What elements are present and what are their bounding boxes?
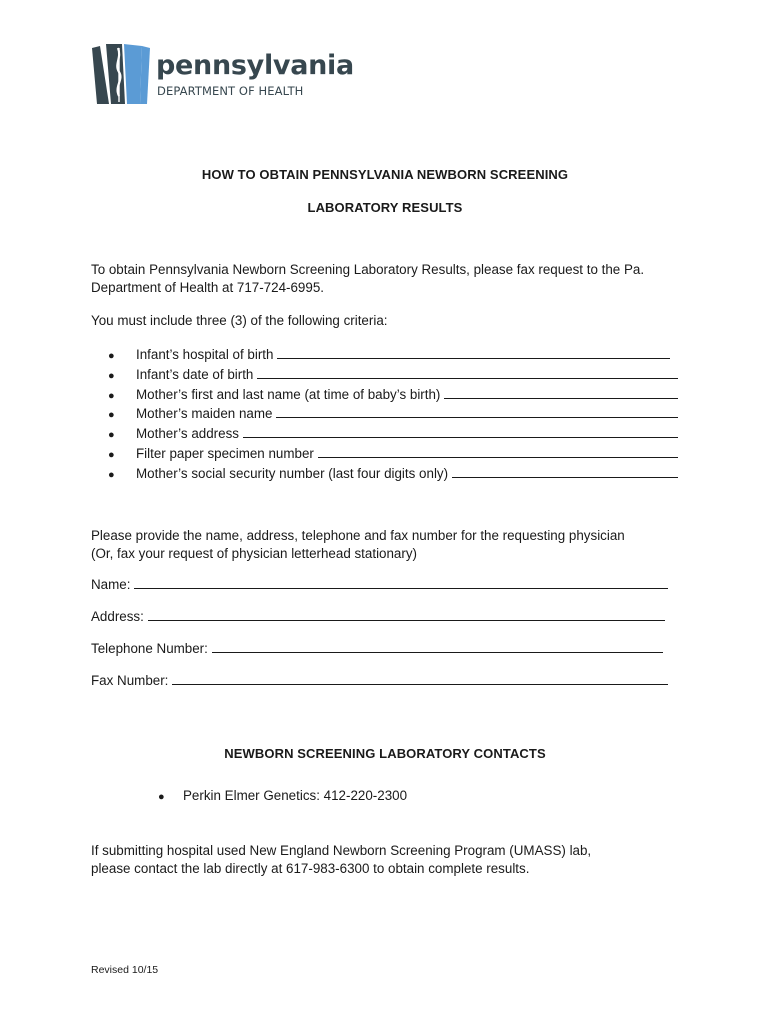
criteria-blank[interactable] bbox=[276, 404, 678, 418]
umass-line-2: please contact the lab directly at 617-983-6300 to obtain complete results. bbox=[91, 861, 530, 876]
criteria-item bbox=[108, 464, 678, 484]
criteria-blank[interactable] bbox=[452, 464, 678, 478]
keystone-icon bbox=[92, 44, 152, 106]
criteria-label: Infant’s date of birth bbox=[136, 366, 254, 382]
criteria-blank[interactable] bbox=[243, 424, 678, 438]
address-label: Address: bbox=[91, 609, 144, 624]
page-title-line-2: LABORATORY RESULTS bbox=[307, 200, 463, 215]
physician-line-1: Please provide the name, address, telephone and fax number for the requesting physician bbox=[91, 528, 625, 543]
criteria-blank[interactable] bbox=[257, 365, 678, 379]
bullet: ● bbox=[108, 409, 115, 422]
contact-text: Perkin Elmer Genetics: 412-220-2300 bbox=[183, 788, 408, 803]
physician-paragraph bbox=[91, 527, 691, 563]
revision-footer: Revised 10/15 bbox=[91, 964, 159, 976]
bullet: ● bbox=[108, 369, 115, 382]
bullet: ● bbox=[108, 389, 115, 402]
umass-line-1: If submitting hospital used New England Newborn Screening Program (UMASS) lab, bbox=[91, 843, 592, 858]
criteria-item bbox=[108, 365, 678, 385]
physician-line-2: (Or, fax your request of physician letterhead stationary) bbox=[91, 546, 417, 561]
page-title-line-1: HOW TO OBTAIN PENNSYLVANIA NEWBORN SCREENING bbox=[201, 167, 569, 182]
intro-paragraph bbox=[91, 261, 691, 297]
intro-line-1: To obtain Pennsylvania Newborn Screening Laboratory Results, please fax request to the Pa. bbox=[91, 262, 645, 277]
logo-department-name: DEPARTMENT OF HEALTH bbox=[157, 84, 304, 98]
criteria-item bbox=[108, 424, 678, 444]
criteria-item bbox=[108, 444, 678, 464]
address-field[interactable] bbox=[148, 607, 665, 621]
umass-paragraph bbox=[91, 842, 691, 878]
bullet: ● bbox=[108, 468, 115, 481]
pa-doh-logo bbox=[92, 44, 354, 106]
logo-state-name: pennsylvania bbox=[156, 50, 354, 81]
criteria-intro: You must include three (3) of the following criteria: bbox=[91, 313, 388, 328]
criteria-label: Mother’s first and last name (at time of baby’s birth) bbox=[136, 386, 441, 402]
address-field-row bbox=[91, 607, 665, 624]
bullet: ● bbox=[108, 350, 115, 362]
fax-field[interactable] bbox=[172, 671, 668, 685]
criteria-list bbox=[108, 345, 678, 484]
criteria-label: Mother’s social security number (last four digits only) bbox=[136, 465, 449, 481]
criteria-label: Filter paper specimen number bbox=[136, 445, 314, 461]
name-label: Name: bbox=[91, 577, 131, 592]
contact-item bbox=[158, 787, 758, 806]
contacts-heading: NEWBORN SCREENING LABORATORY CONTACTS bbox=[224, 746, 546, 761]
bullet: ● bbox=[108, 429, 115, 442]
telephone-field-row bbox=[91, 639, 663, 656]
criteria-item bbox=[108, 385, 678, 405]
criteria-blank[interactable] bbox=[444, 385, 678, 399]
telephone-field[interactable] bbox=[212, 639, 663, 653]
intro-line-2: Department of Health at 717-724-6995. bbox=[91, 280, 324, 295]
criteria-item bbox=[108, 404, 678, 424]
name-field[interactable] bbox=[134, 575, 668, 589]
fax-field-row bbox=[91, 671, 668, 688]
bullet: ● bbox=[158, 791, 165, 803]
criteria-item bbox=[108, 345, 678, 365]
criteria-blank[interactable] bbox=[318, 444, 678, 458]
criteria-label: Mother’s maiden name bbox=[136, 406, 273, 422]
telephone-label: Telephone Number: bbox=[91, 641, 208, 656]
criteria-label: Mother’s address bbox=[136, 426, 239, 442]
criteria-label: Infant’s hospital of birth bbox=[136, 347, 274, 362]
bullet: ● bbox=[108, 448, 115, 461]
fax-label: Fax Number: bbox=[91, 673, 169, 688]
name-field-row bbox=[91, 575, 668, 592]
criteria-blank[interactable] bbox=[277, 345, 670, 359]
